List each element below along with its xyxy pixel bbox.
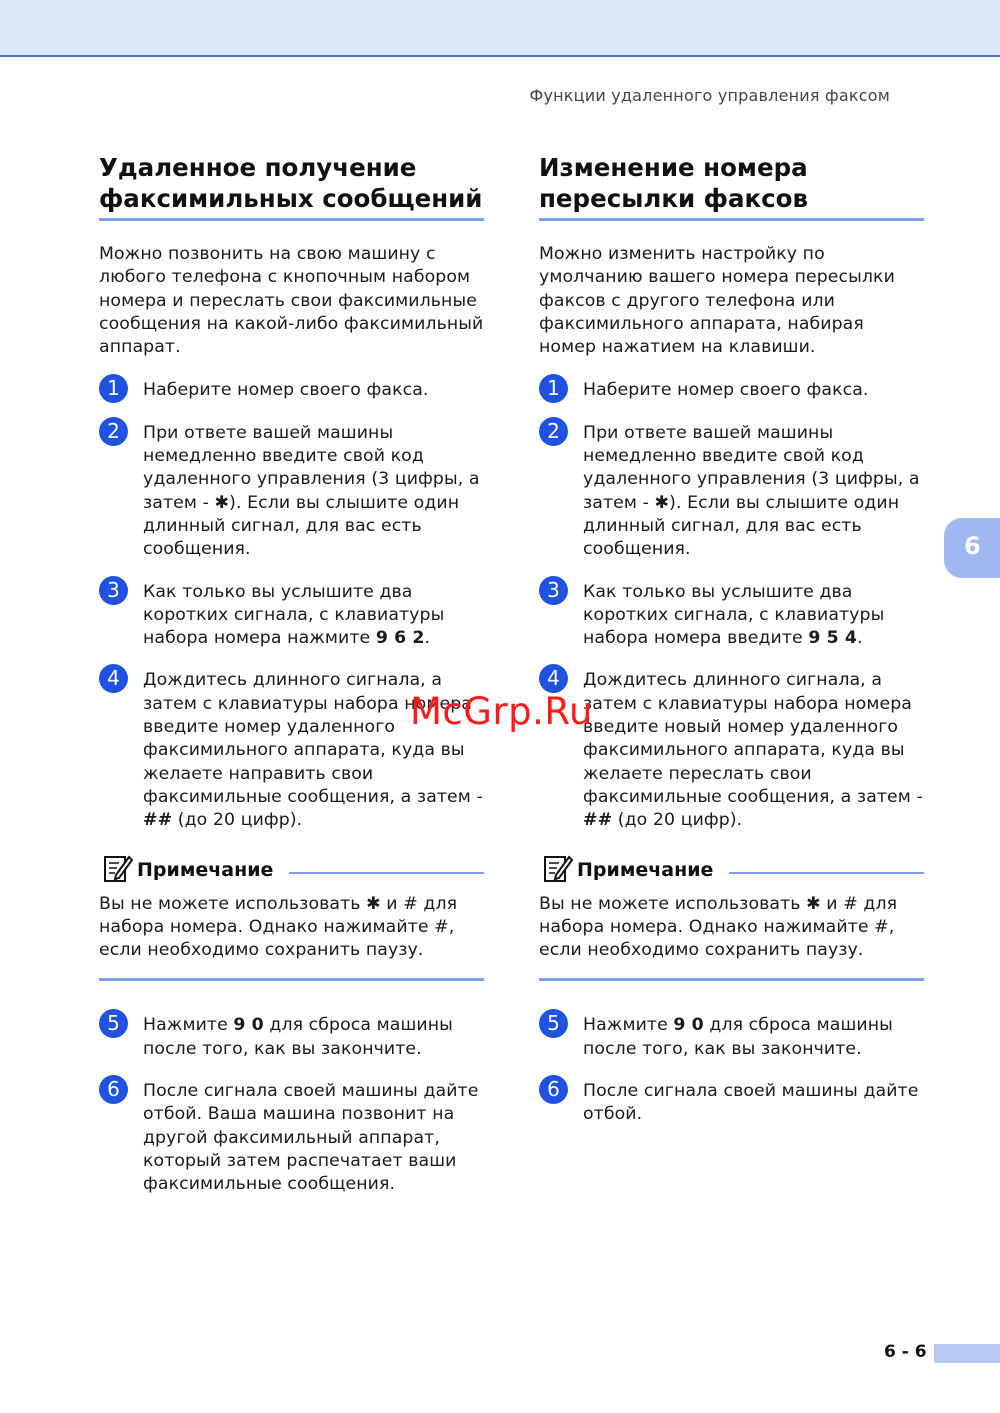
step-text: Дождитесь длинного сигнала, а затем с клавиатуры набора номера введите новый номер удаленного факсимильного аппарата, куда вы желаете переслать свои факсимильные сообщения, а затем - bbox=[583, 670, 923, 807]
step-5 bbox=[539, 1011, 924, 1061]
note-bottom-rule bbox=[539, 978, 924, 981]
step-text-block bbox=[583, 581, 924, 651]
step-text: Как только вы услышите два коротких сигнала, с клавиатуры набора номера нажмите bbox=[143, 581, 445, 649]
step-1 bbox=[99, 376, 484, 402]
section-title: Удаленное получение факсимильных сообщений bbox=[99, 152, 484, 221]
step-text: Нажмите bbox=[143, 1015, 228, 1036]
left-column bbox=[99, 152, 484, 1197]
step-text: При ответе вашей машины немедленно введите свой код удаленного управления (3 цифры, а затем - ✱). Если вы слышите один длинный сигнал, для вас есть сообщения. bbox=[143, 422, 480, 560]
key-sequence: 9 6 2 bbox=[375, 628, 425, 649]
step-6 bbox=[539, 1077, 924, 1127]
step-number: 5 bbox=[99, 1009, 128, 1038]
step-number: 1 bbox=[539, 374, 568, 403]
key-sequence: 9 5 4 bbox=[808, 628, 857, 649]
step-text: Нажмите bbox=[583, 1015, 668, 1036]
step-2 bbox=[99, 418, 484, 562]
footer-bar bbox=[934, 1344, 1000, 1363]
key-sequence: ## bbox=[143, 810, 173, 831]
note-box bbox=[539, 853, 924, 982]
page-number: 6 - 6 bbox=[884, 1342, 927, 1362]
step-text: Дождитесь длинного сигнала, а затем с клавиатуры набора номера введите номер удаленного факсимильного аппарата, куда вы желаете направить свои факсимильные сообщения, а затем - bbox=[143, 670, 483, 807]
step-text-tail: для сброса машины после того, как вы закончите. bbox=[143, 1015, 453, 1059]
note-text: Вы не можете использовать ✱ и # для набора номера. Однако нажимайте #, если необходимо сохранить паузу. bbox=[539, 893, 898, 961]
step-number: 2 bbox=[539, 417, 568, 446]
step-number: 3 bbox=[99, 576, 128, 605]
section-intro: Можно изменить настройку по умолчанию вашего номера пересылки факсов с другого телефона или факсимильного аппарата, набирая номер нажатием на клавиши. bbox=[539, 244, 895, 358]
step-text: При ответе вашей машины немедленно введите свой код удаленного управления (3 цифры, а затем - ✱). Если вы слышите один длинный сигнал, для вас есть сообщения. bbox=[583, 422, 920, 560]
step-number: 5 bbox=[539, 1009, 568, 1038]
note-divider bbox=[289, 872, 484, 874]
step-number: 4 bbox=[539, 664, 568, 693]
note-bottom-rule bbox=[99, 978, 484, 981]
step-5 bbox=[99, 1011, 484, 1061]
chapter-number: 6 bbox=[964, 532, 981, 560]
step-text-tail: . bbox=[424, 628, 431, 649]
step-number: 3 bbox=[539, 576, 568, 605]
step-text-tail: (до 20 цифр). bbox=[172, 810, 303, 831]
note-label: Примечание bbox=[577, 858, 714, 881]
step-number: 6 bbox=[99, 1075, 128, 1104]
step-text: После сигнала своей машины дайте отбой. bbox=[583, 1081, 919, 1125]
step-number: 2 bbox=[99, 417, 128, 446]
key-sequence: 9 0 bbox=[233, 1015, 264, 1036]
step-4 bbox=[539, 666, 924, 832]
step-text: Наберите номер своего факса. bbox=[143, 380, 429, 401]
chapter-tab bbox=[944, 518, 1000, 578]
step-6 bbox=[99, 1077, 484, 1196]
step-text-tail: для сброса машины после того, как вы закончите. bbox=[583, 1015, 893, 1059]
note-pencil-icon bbox=[543, 853, 573, 883]
section-intro: Можно позвонить на свою машину с любого телефона с кнопочным набором номера и переслать свои факсимильные сообщения на какой-либо факсимильный аппарат. bbox=[99, 244, 484, 358]
step-1 bbox=[539, 376, 924, 402]
step-text-block bbox=[583, 669, 924, 832]
top-band bbox=[0, 0, 1000, 57]
step-2 bbox=[539, 418, 924, 562]
step-text: После сигнала своей машины дайте отбой. Ваша машина позвонит на другой факсимильный аппарат, который затем распечатает ваши факсимильные сообщения. bbox=[143, 1081, 479, 1195]
step-3 bbox=[539, 577, 924, 651]
step-3 bbox=[99, 577, 484, 651]
step-text: Как только вы услышите два коротких сигнала, с клавиатуры набора номера введите bbox=[583, 581, 885, 649]
key-sequence: ## bbox=[583, 810, 613, 831]
step-text: Наберите номер своего факса. bbox=[583, 380, 869, 401]
step-number: 6 bbox=[539, 1075, 568, 1104]
key-sequence: 9 0 bbox=[673, 1015, 704, 1036]
right-column bbox=[539, 152, 924, 1127]
watermark: McGrp.Ru bbox=[410, 690, 593, 733]
step-text-block bbox=[583, 1014, 924, 1061]
note-header bbox=[539, 853, 924, 889]
note-box bbox=[99, 853, 484, 982]
note-text: Вы не можете использовать ✱ и # для набора номера. Однако нажимайте #, если необходимо сохранить паузу. bbox=[99, 893, 458, 961]
note-pencil-icon bbox=[103, 853, 133, 883]
note-divider bbox=[729, 872, 924, 874]
step-text-tail: (до 20 цифр). bbox=[612, 810, 743, 831]
step-text-block bbox=[143, 581, 484, 651]
step-number: 4 bbox=[99, 664, 128, 693]
step-number: 1 bbox=[99, 374, 128, 403]
step-text-block bbox=[143, 1014, 484, 1061]
section-title: Изменение номера пересылки факсов bbox=[539, 152, 924, 221]
running-header: Функции удаленного управления факсом bbox=[529, 86, 890, 105]
note-label: Примечание bbox=[137, 858, 274, 881]
step-text-tail: . bbox=[856, 628, 863, 649]
note-header bbox=[99, 853, 484, 889]
